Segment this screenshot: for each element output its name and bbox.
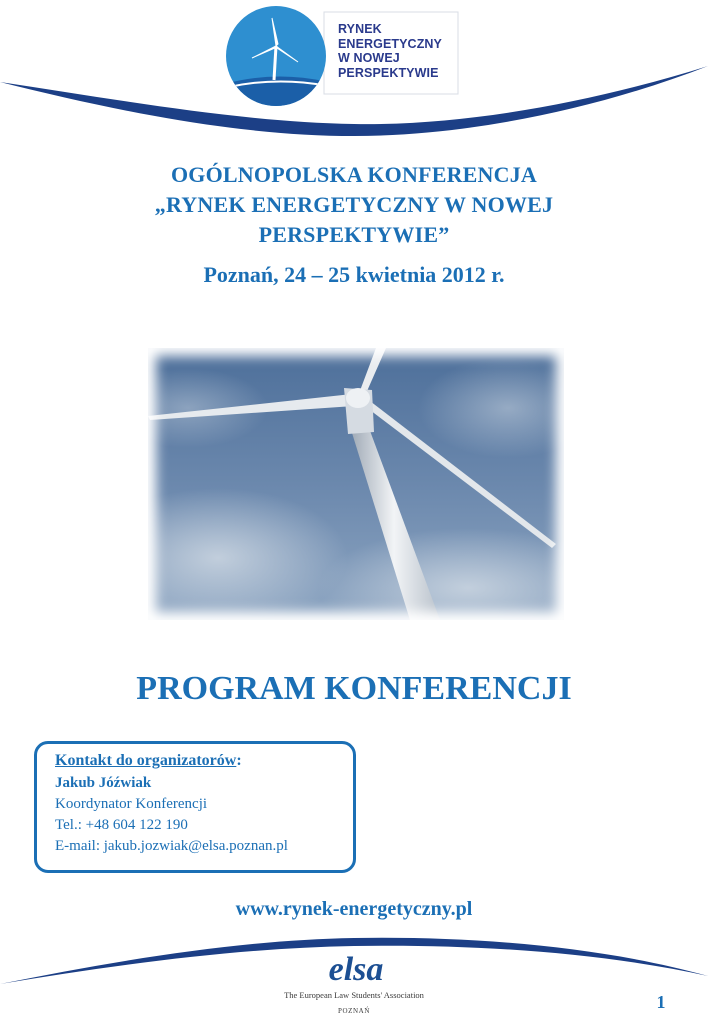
header-swoosh [0,60,708,140]
logo-line: ENERGETYCZNY [338,36,442,51]
contact-heading [55,750,353,772]
elsa-city: POZNAŃ [338,1007,370,1015]
elsa-logo [316,948,396,988]
wind-turbine-photo [148,348,564,620]
contact-name: Jakub Jóźwiak [55,775,152,791]
contact-phone: Tel.: +48 604 122 190 [55,817,188,833]
logo-line: RYNEK [338,22,382,36]
title-line-1: OGÓLNOPOLSKA KONFERENCJA [170,162,537,187]
contact-heading-text: Kontakt do organizatorów [55,752,237,769]
logo-line: PERSPEKTYWIE [338,65,439,80]
contact-box [34,741,356,873]
contact-role: Koordynator Konferencji [55,796,208,812]
title-line-3: PERSPEKTYWIE” [258,222,450,247]
program-heading: PROGRAM KONFERENCJI [136,670,572,707]
page-number: 1 [656,992,666,1012]
elsa-logo-text: elsa [328,951,384,988]
contact-email: E-mail: jakub.jozwiak@elsa.poznan.pl [55,838,288,854]
contact-heading-colon: : [236,752,242,769]
title-line-2: „RYNEK ENERGETYCZNY W NOWEJ [154,192,554,217]
elsa-caption: The European Law Students' Association [284,990,424,1000]
logo-line: W NOWEJ [338,51,400,65]
conference-date: Poznań, 24 – 25 kwietnia 2012 r. [203,262,505,287]
website-link[interactable]: www.rynek-energetyczny.pl [235,898,473,920]
conference-title [60,160,648,290]
